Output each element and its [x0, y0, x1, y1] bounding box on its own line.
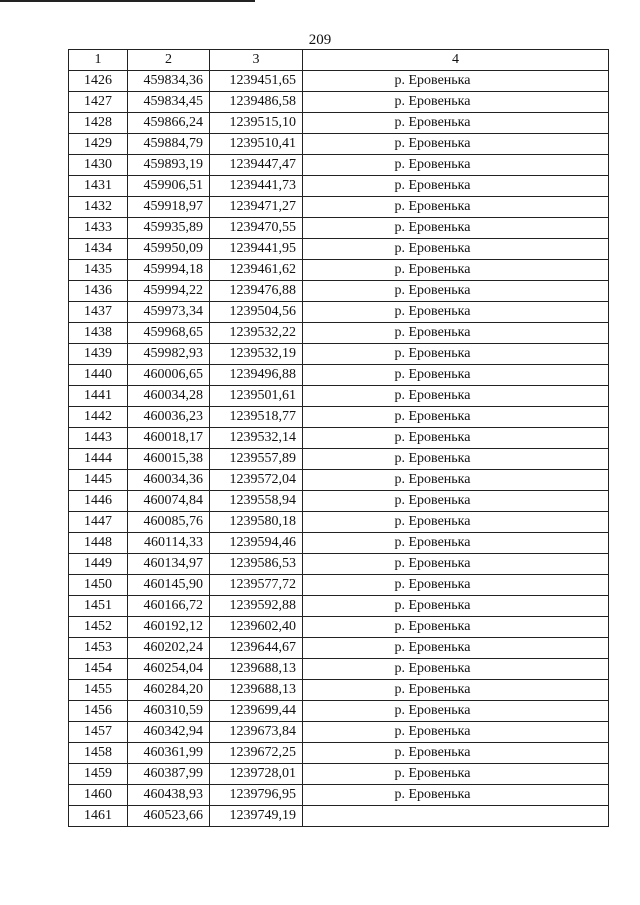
point-number-cell: 1440: [69, 365, 128, 386]
object-cell: р. Еровенька: [303, 449, 609, 470]
x-coordinate-cell: 459884,79: [128, 134, 210, 155]
object-cell: р. Еровенька: [303, 302, 609, 323]
y-coordinate-cell: 1239688,13: [210, 659, 303, 680]
table-row: [69, 701, 609, 722]
y-coordinate-cell: 1239441,95: [210, 239, 303, 260]
table-row: [69, 743, 609, 764]
object-cell: р. Еровенька: [303, 659, 609, 680]
y-coordinate-cell: 1239476,88: [210, 281, 303, 302]
table-row: [69, 281, 609, 302]
table-row: [69, 134, 609, 155]
point-number-cell: 1455: [69, 680, 128, 701]
x-coordinate-cell: 459968,65: [128, 323, 210, 344]
x-coordinate-cell: 460074,84: [128, 491, 210, 512]
object-cell: р. Еровенька: [303, 575, 609, 596]
x-coordinate-cell: 460310,59: [128, 701, 210, 722]
object-cell: р. Еровенька: [303, 428, 609, 449]
object-cell: р. Еровенька: [303, 638, 609, 659]
point-number-cell: 1449: [69, 554, 128, 575]
x-coordinate-cell: 460284,20: [128, 680, 210, 701]
point-number-cell: 1456: [69, 701, 128, 722]
x-coordinate-cell: 459906,51: [128, 176, 210, 197]
x-coordinate-cell: 459834,45: [128, 92, 210, 113]
y-coordinate-cell: 1239441,73: [210, 176, 303, 197]
point-number-cell: 1444: [69, 449, 128, 470]
object-cell: р. Еровенька: [303, 533, 609, 554]
x-coordinate-cell: 460015,38: [128, 449, 210, 470]
point-number-cell: 1426: [69, 71, 128, 92]
table-row: [69, 92, 609, 113]
point-number-cell: 1442: [69, 407, 128, 428]
y-coordinate-cell: 1239688,13: [210, 680, 303, 701]
table-row: [69, 344, 609, 365]
coordinates-table: [68, 49, 609, 827]
object-cell: р. Еровенька: [303, 218, 609, 239]
table-row: [69, 386, 609, 407]
y-coordinate-cell: 1239586,53: [210, 554, 303, 575]
table-row: [69, 533, 609, 554]
table-row: [69, 365, 609, 386]
header-cell-3: 3: [210, 50, 303, 71]
x-coordinate-cell: 460018,17: [128, 428, 210, 449]
x-coordinate-cell: 459982,93: [128, 344, 210, 365]
x-coordinate-cell: 459994,22: [128, 281, 210, 302]
table-row: [69, 491, 609, 512]
point-number-cell: 1432: [69, 197, 128, 218]
y-coordinate-cell: 1239532,19: [210, 344, 303, 365]
x-coordinate-cell: 460006,65: [128, 365, 210, 386]
y-coordinate-cell: 1239699,44: [210, 701, 303, 722]
object-cell: р. Еровенька: [303, 722, 609, 743]
y-coordinate-cell: 1239504,56: [210, 302, 303, 323]
table-row: [69, 176, 609, 197]
y-coordinate-cell: 1239672,25: [210, 743, 303, 764]
point-number-cell: 1430: [69, 155, 128, 176]
table-row: [69, 785, 609, 806]
table-row: [69, 512, 609, 533]
x-coordinate-cell: 460438,93: [128, 785, 210, 806]
table-row: [69, 71, 609, 92]
point-number-cell: 1460: [69, 785, 128, 806]
table-row: [69, 680, 609, 701]
point-number-cell: 1461: [69, 806, 128, 827]
x-coordinate-cell: 460523,66: [128, 806, 210, 827]
x-coordinate-cell: 460034,28: [128, 386, 210, 407]
table-row: [69, 407, 609, 428]
table-row: [69, 638, 609, 659]
object-cell: р. Еровенька: [303, 596, 609, 617]
object-cell: р. Еровенька: [303, 176, 609, 197]
point-number-cell: 1436: [69, 281, 128, 302]
y-coordinate-cell: 1239470,55: [210, 218, 303, 239]
point-number-cell: 1438: [69, 323, 128, 344]
object-cell: р. Еровенька: [303, 407, 609, 428]
object-cell: р. Еровенька: [303, 365, 609, 386]
point-number-cell: 1457: [69, 722, 128, 743]
table-row: [69, 575, 609, 596]
point-number-cell: 1447: [69, 512, 128, 533]
y-coordinate-cell: 1239461,62: [210, 260, 303, 281]
object-cell: р. Еровенька: [303, 323, 609, 344]
table-row: [69, 470, 609, 491]
point-number-cell: 1445: [69, 470, 128, 491]
y-coordinate-cell: 1239594,46: [210, 533, 303, 554]
object-cell: р. Еровенька: [303, 680, 609, 701]
x-coordinate-cell: 460192,12: [128, 617, 210, 638]
table-row: [69, 323, 609, 344]
object-cell: [303, 806, 609, 827]
x-coordinate-cell: 460036,23: [128, 407, 210, 428]
y-coordinate-cell: 1239572,04: [210, 470, 303, 491]
object-cell: р. Еровенька: [303, 512, 609, 533]
x-coordinate-cell: 460085,76: [128, 512, 210, 533]
x-coordinate-cell: 460134,97: [128, 554, 210, 575]
object-cell: р. Еровенька: [303, 554, 609, 575]
x-coordinate-cell: 459834,36: [128, 71, 210, 92]
x-coordinate-cell: 460145,90: [128, 575, 210, 596]
object-cell: р. Еровенька: [303, 92, 609, 113]
x-coordinate-cell: 459994,18: [128, 260, 210, 281]
point-number-cell: 1454: [69, 659, 128, 680]
point-number-cell: 1446: [69, 491, 128, 512]
y-coordinate-cell: 1239501,61: [210, 386, 303, 407]
y-coordinate-cell: 1239532,22: [210, 323, 303, 344]
table-row: [69, 302, 609, 323]
x-coordinate-cell: 459935,89: [128, 218, 210, 239]
table-row: [69, 554, 609, 575]
y-coordinate-cell: 1239486,58: [210, 92, 303, 113]
y-coordinate-cell: 1239451,65: [210, 71, 303, 92]
y-coordinate-cell: 1239510,41: [210, 134, 303, 155]
x-coordinate-cell: 460166,72: [128, 596, 210, 617]
y-coordinate-cell: 1239749,19: [210, 806, 303, 827]
point-number-cell: 1428: [69, 113, 128, 134]
object-cell: р. Еровенька: [303, 470, 609, 491]
y-coordinate-cell: 1239557,89: [210, 449, 303, 470]
point-number-cell: 1431: [69, 176, 128, 197]
y-coordinate-cell: 1239592,88: [210, 596, 303, 617]
object-cell: р. Еровенька: [303, 617, 609, 638]
x-coordinate-cell: 459950,09: [128, 239, 210, 260]
y-coordinate-cell: 1239577,72: [210, 575, 303, 596]
y-coordinate-cell: 1239644,67: [210, 638, 303, 659]
object-cell: р. Еровенька: [303, 764, 609, 785]
object-cell: р. Еровенька: [303, 134, 609, 155]
x-coordinate-cell: 460342,94: [128, 722, 210, 743]
point-number-cell: 1437: [69, 302, 128, 323]
table-row: [69, 113, 609, 134]
point-number-cell: 1429: [69, 134, 128, 155]
header-cell-2: 2: [128, 50, 210, 71]
y-coordinate-cell: 1239515,10: [210, 113, 303, 134]
header-row: [69, 50, 609, 71]
x-coordinate-cell: 460114,33: [128, 533, 210, 554]
y-coordinate-cell: 1239602,40: [210, 617, 303, 638]
point-number-cell: 1452: [69, 617, 128, 638]
point-number-cell: 1433: [69, 218, 128, 239]
point-number-cell: 1443: [69, 428, 128, 449]
point-number-cell: 1448: [69, 533, 128, 554]
x-coordinate-cell: 460387,99: [128, 764, 210, 785]
page-number: 209: [308, 32, 332, 48]
point-number-cell: 1459: [69, 764, 128, 785]
point-number-cell: 1450: [69, 575, 128, 596]
top-rule: [0, 0, 255, 2]
object-cell: р. Еровенька: [303, 239, 609, 260]
header-cell-1: 1: [69, 50, 128, 71]
y-coordinate-cell: 1239796,95: [210, 785, 303, 806]
object-cell: р. Еровенька: [303, 344, 609, 365]
table-row: [69, 155, 609, 176]
point-number-cell: 1453: [69, 638, 128, 659]
header-cell-4: 4: [303, 50, 609, 71]
x-coordinate-cell: 459866,24: [128, 113, 210, 134]
point-number-cell: 1427: [69, 92, 128, 113]
x-coordinate-cell: 459973,34: [128, 302, 210, 323]
x-coordinate-cell: 460034,36: [128, 470, 210, 491]
x-coordinate-cell: 460361,99: [128, 743, 210, 764]
y-coordinate-cell: 1239496,88: [210, 365, 303, 386]
object-cell: р. Еровенька: [303, 785, 609, 806]
point-number-cell: 1451: [69, 596, 128, 617]
table-row: [69, 218, 609, 239]
y-coordinate-cell: 1239532,14: [210, 428, 303, 449]
table-row: [69, 449, 609, 470]
table-row: [69, 428, 609, 449]
x-coordinate-cell: 460202,24: [128, 638, 210, 659]
object-cell: р. Еровенька: [303, 113, 609, 134]
x-coordinate-cell: 459893,19: [128, 155, 210, 176]
object-cell: р. Еровенька: [303, 197, 609, 218]
object-cell: р. Еровенька: [303, 386, 609, 407]
point-number-cell: 1458: [69, 743, 128, 764]
table-row: [69, 260, 609, 281]
x-coordinate-cell: 459918,97: [128, 197, 210, 218]
point-number-cell: 1439: [69, 344, 128, 365]
object-cell: р. Еровенька: [303, 155, 609, 176]
object-cell: р. Еровенька: [303, 71, 609, 92]
table-row: [69, 806, 609, 827]
table-row: [69, 659, 609, 680]
object-cell: р. Еровенька: [303, 281, 609, 302]
point-number-cell: 1434: [69, 239, 128, 260]
y-coordinate-cell: 1239580,18: [210, 512, 303, 533]
y-coordinate-cell: 1239471,27: [210, 197, 303, 218]
object-cell: р. Еровенька: [303, 260, 609, 281]
table-row: [69, 764, 609, 785]
y-coordinate-cell: 1239673,84: [210, 722, 303, 743]
table-row: [69, 239, 609, 260]
table-row: [69, 197, 609, 218]
table-body: [69, 71, 609, 827]
object-cell: р. Еровенька: [303, 743, 609, 764]
point-number-cell: 1435: [69, 260, 128, 281]
table-row: [69, 596, 609, 617]
object-cell: р. Еровенька: [303, 491, 609, 512]
y-coordinate-cell: 1239518,77: [210, 407, 303, 428]
x-coordinate-cell: 460254,04: [128, 659, 210, 680]
object-cell: р. Еровенька: [303, 701, 609, 722]
table-row: [69, 617, 609, 638]
y-coordinate-cell: 1239558,94: [210, 491, 303, 512]
y-coordinate-cell: 1239728,01: [210, 764, 303, 785]
y-coordinate-cell: 1239447,47: [210, 155, 303, 176]
table-row: [69, 722, 609, 743]
point-number-cell: 1441: [69, 386, 128, 407]
